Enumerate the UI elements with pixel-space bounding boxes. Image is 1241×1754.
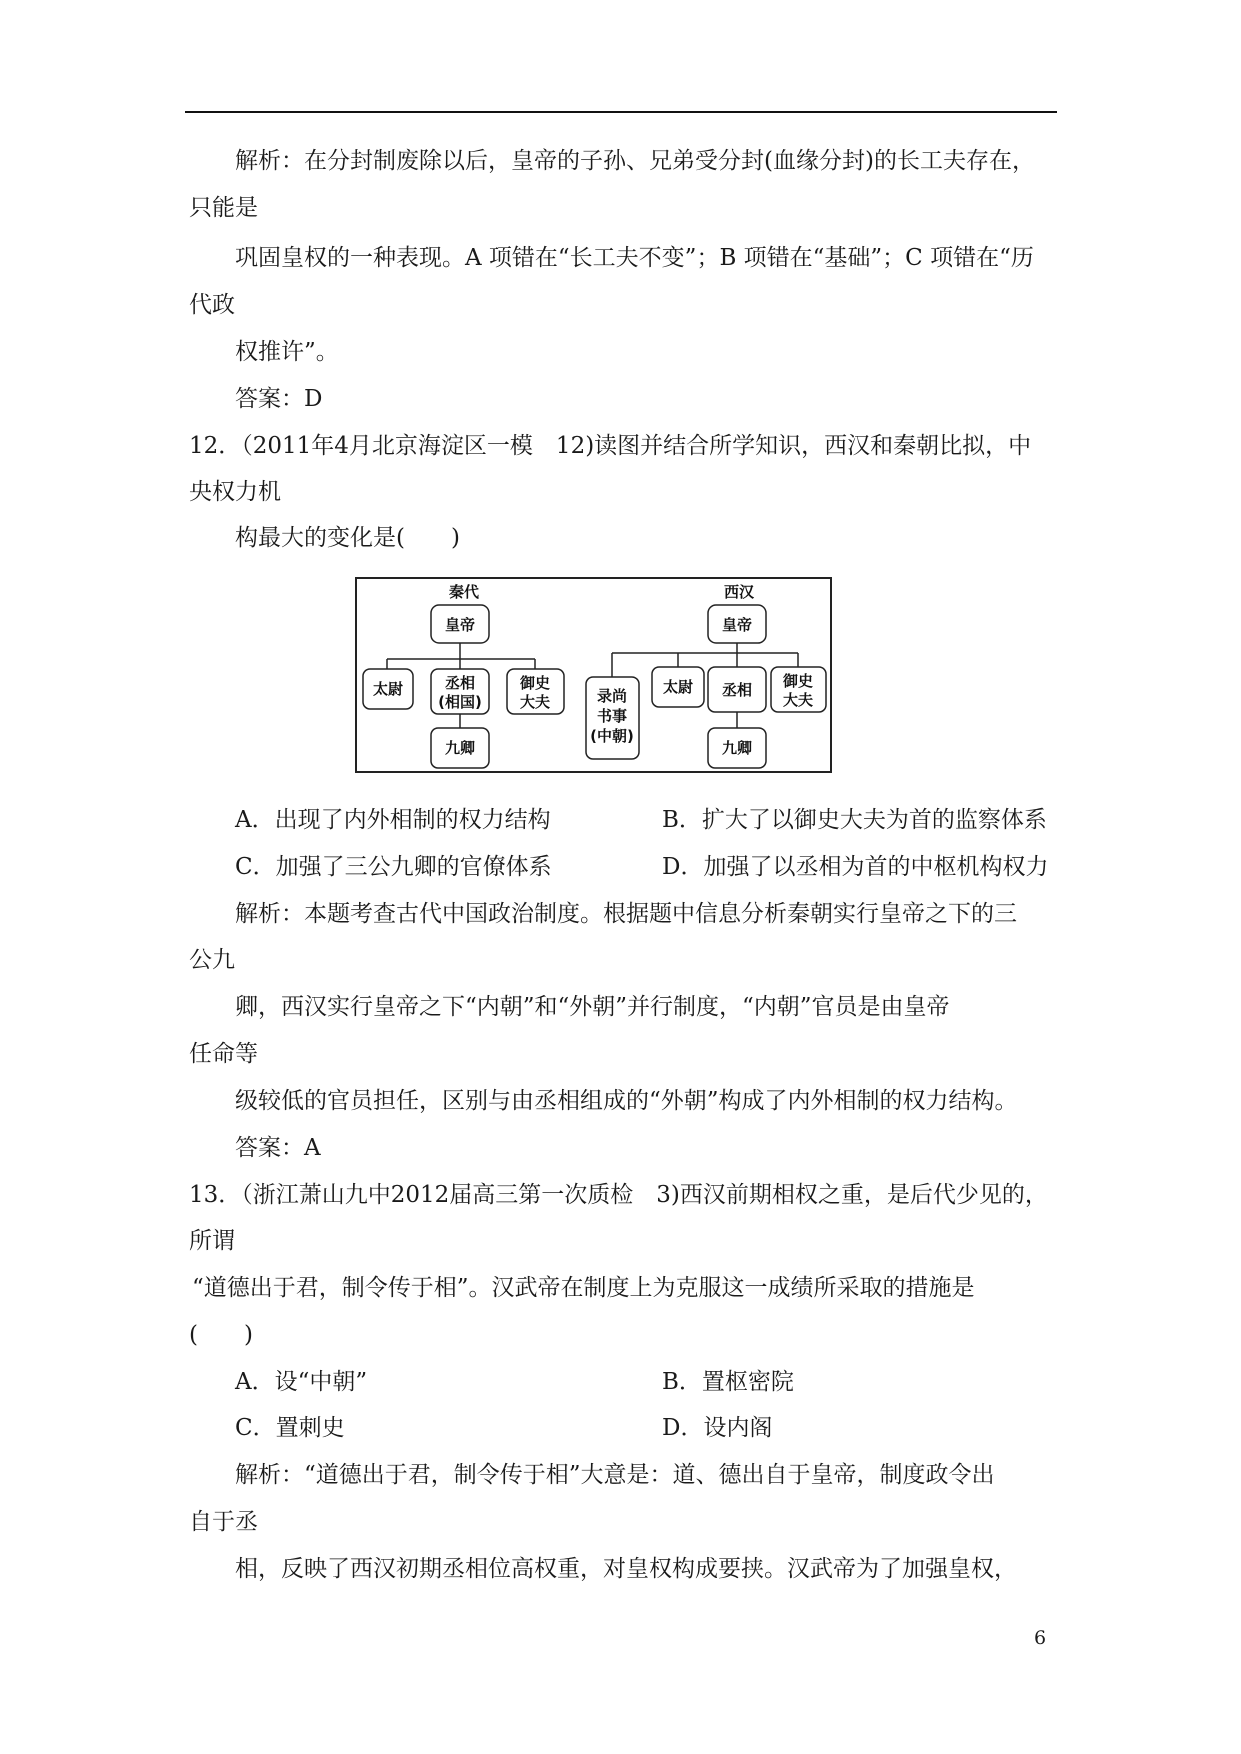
q13-option-a: A．设“中朝” <box>235 1369 368 1395</box>
analysis-12-line-3: 卿，西汉实行皇帝之下“内朝”和“外朝”并行制度，“内朝”官员是由皇帝 <box>235 994 950 1020</box>
question-13-line-2: 所谓 <box>189 1228 235 1254</box>
xihan-emperor: 皇帝 <box>721 616 753 634</box>
qin-emperor: 皇帝 <box>444 616 476 634</box>
xihan-taiwei: 太尉 <box>662 678 694 696</box>
analysis-11-line-4: 代政 <box>189 292 235 318</box>
analysis-11-line-3: 巩固皇权的一种表现。A 项错在“长工夫不变”；B 项错在“基础”；C 项错在“历 <box>235 245 1034 271</box>
xihan-yushi-line-1: 御史 <box>782 672 814 690</box>
q12-option-b: B．扩大了以御史大夫为首的监察体系 <box>662 807 1047 833</box>
government-structure-diagram <box>355 577 832 773</box>
question-12-line-3: 构最大的变化是( ) <box>235 525 460 551</box>
analysis-11-line-2: 只能是 <box>189 195 258 221</box>
xihan-yushi-line-2: 大夫 <box>782 691 814 709</box>
q12-option-a: A．出现了内外相制的权力结构 <box>235 807 551 833</box>
xihan-lushang-line-3: (中朝) <box>590 727 634 745</box>
xihan-title: 西汉 <box>723 583 755 601</box>
page-number: 6 <box>1034 1627 1047 1649</box>
qin-yushi-line-2: 大夫 <box>519 693 551 711</box>
q12-option-c: C．加强了三公九卿的官僚体系 <box>235 854 552 880</box>
analysis-12-line-1: 解析：本题考查古代中国政治制度。根据题中信息分析秦朝实行皇帝之下的三 <box>235 901 1017 927</box>
analysis-11-line-1: 解析：在分封制废除以后，皇帝的子孙、兄弟受分封(血缘分封)的长工夫存在， <box>235 148 1035 174</box>
question-13-line-4: ( ) <box>189 1322 253 1348</box>
qin-jiuqing: 九卿 <box>444 739 476 757</box>
xihan-chengxiang: 丞相 <box>721 681 753 699</box>
analysis-12-line-4: 任命等 <box>189 1041 258 1067</box>
question-13-line-3: “道德出于君，制令传于相”。汉武帝在制度上为克服这一成绩所采取的措施是 <box>192 1275 975 1301</box>
xihan-jiuqing: 九卿 <box>721 739 753 757</box>
qin-chengxiang-line-1: 丞相 <box>444 674 476 692</box>
xihan-lushang-line-2: 书事 <box>596 707 628 725</box>
xihan-lushang-line-1: 录尚 <box>596 687 628 705</box>
question-12-line-2: 央权力机 <box>189 479 281 505</box>
q13-option-d: D．设内阁 <box>662 1415 773 1441</box>
question-12-line-1: 12．（2011年4月北京海淀区一模 12)读图并结合所学知识，西汉和秦朝比拟，中 <box>189 433 1032 459</box>
answer-12: 答案：A <box>235 1135 321 1161</box>
analysis-13-line-1: 解析：“道德出于君，制令传于相”大意是：道、德出自于皇帝，制度政令出 <box>235 1462 995 1488</box>
qin-yushi-line-1: 御史 <box>519 674 551 692</box>
q13-option-b: B．置枢密院 <box>662 1369 794 1395</box>
qin-title: 秦代 <box>448 583 480 601</box>
analysis-12-line-5: 级较低的官员担任，区别与由丞相组成的“外朝”构成了内外相制的权力结构。 <box>235 1088 1018 1114</box>
analysis-13-line-3: 相，反映了西汉初期丞相位高权重，对皇权构成要挟。汉武帝为了加强皇权， <box>235 1556 1017 1582</box>
answer-11: 答案：D <box>235 386 323 412</box>
header-rule <box>185 111 1057 113</box>
qin-taiwei: 太尉 <box>372 680 404 698</box>
q12-option-d: D．加强了以丞相为首的中枢机构权力 <box>662 854 1049 880</box>
qin-chengxiang-line-2: (相国) <box>438 693 482 711</box>
analysis-11-line-5: 权推许”。 <box>235 339 339 365</box>
analysis-12-line-2: 公九 <box>189 947 235 973</box>
analysis-13-line-2: 自于丞 <box>189 1509 258 1535</box>
question-13-line-1: 13．（浙江萧山九中2012届高三第一次质检 3)西汉前期相权之重，是后代少见的， <box>189 1182 1048 1208</box>
q13-option-c: C．置刺史 <box>235 1415 345 1441</box>
